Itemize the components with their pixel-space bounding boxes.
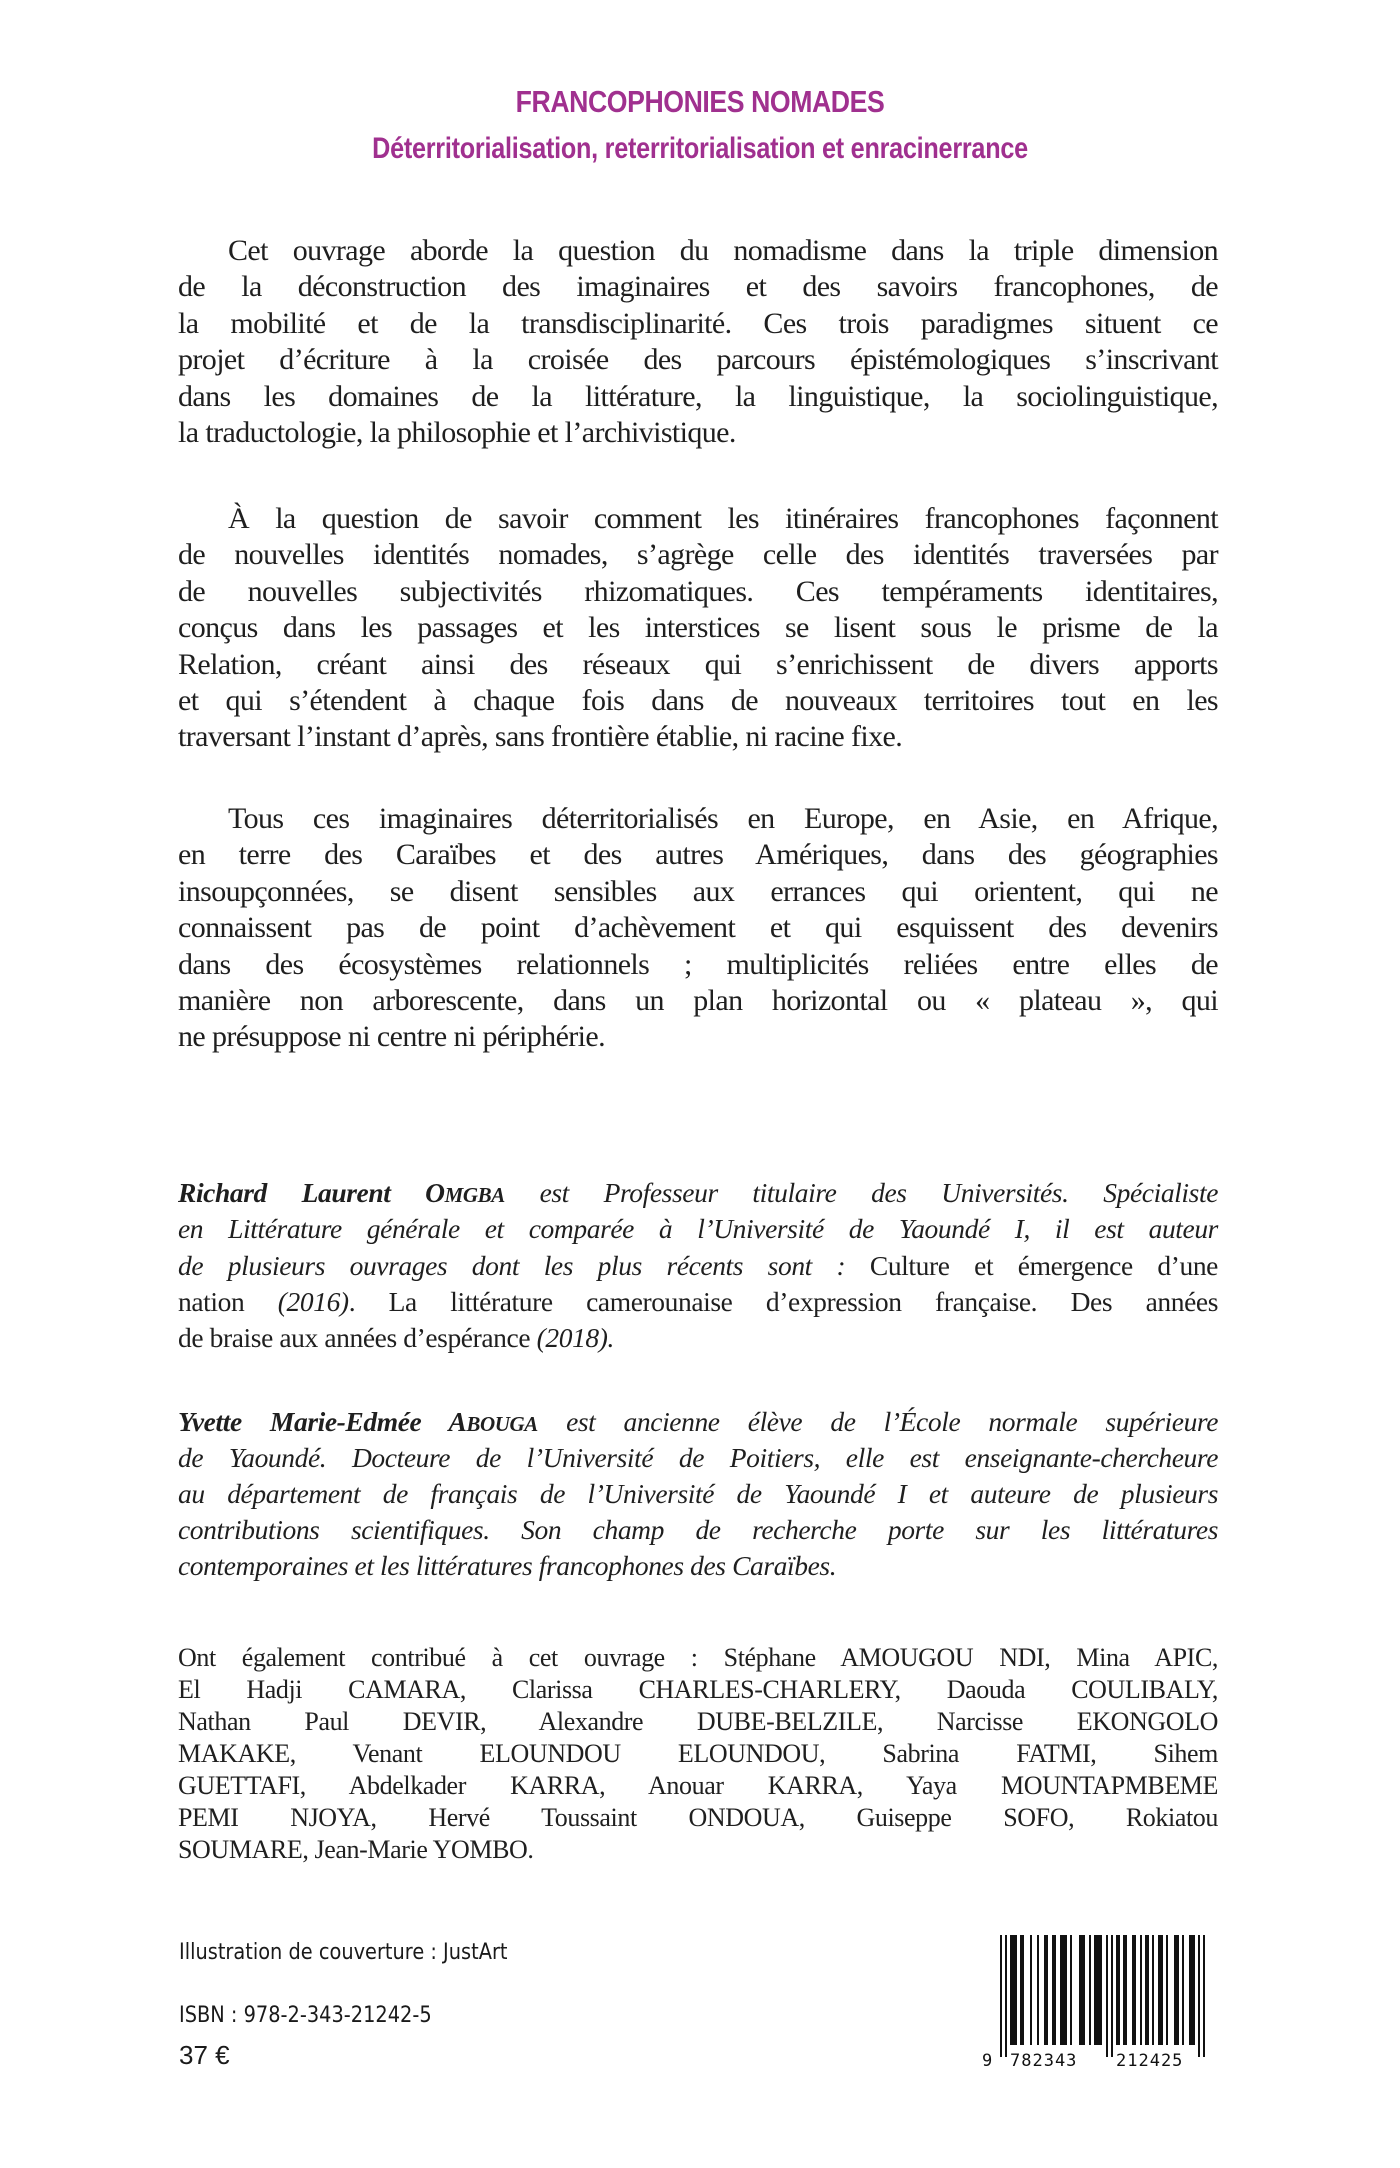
- text-line: en Littérature générale et comparée à l’Université de Yaoundé I, il est auteur: [178, 1213, 1218, 1244]
- text-line: ne présuppose ni centre ni périphérie.: [178, 1020, 606, 1053]
- book-title: FRANCOPHONIES NOMADES: [515, 84, 885, 119]
- barcode-digit-first: 9: [982, 2051, 993, 2070]
- book-work-title: Culture et émergence d’une: [869, 1250, 1218, 1281]
- barcode-digits-right: 212425: [1116, 2051, 1184, 2070]
- author-name: Richard Laurent OMGBA: [178, 1177, 505, 1208]
- text-line: dans les domaines de la littérature, la linguistique, la sociolinguistique,: [178, 380, 1218, 413]
- author-name: Yvette Marie-Edmée ABOUGA: [178, 1406, 538, 1437]
- text-line: Nathan Paul DEVIR, Alexandre DUBE-BELZILE, Narcisse EKONGOLO: [178, 1707, 1218, 1736]
- text-line: dans des écosystèmes relationnels ; multiplicités reliées entre elles de: [178, 948, 1218, 981]
- text-line: MAKAKE, Venant ELOUNDOU ELOUNDOU, Sabrina FATMI, Sihem: [178, 1739, 1218, 1768]
- text-line: El Hadji CAMARA, Clarissa CHARLES-CHARLERY, Daouda COULIBALY,: [178, 1675, 1218, 1704]
- text-line: de plusieurs ouvrages dont les plus récents sont : Culture et émergence d’une: [178, 1250, 1218, 1281]
- text-line: de braise aux années d’espérance (2018).: [178, 1322, 615, 1353]
- text-line: contributions scientifiques. Son champ de recherche porte sur les littératures: [178, 1514, 1218, 1545]
- text-line: la mobilité et de la transdisciplinarité. Ces trois paradigmes situent ce: [178, 307, 1218, 340]
- text-line: SOUMARE, Jean-Marie YOMBO.: [178, 1835, 534, 1864]
- book-subtitle: Déterritorialisation, reterritorialisation et enracinerrance: [372, 132, 1028, 165]
- text-line: nation (2016). La littérature camerounaise d’expression française. Des années: [178, 1286, 1218, 1317]
- text-line: et qui s’étendent à chaque fois dans de nouveaux territoires tout en les: [178, 684, 1218, 717]
- text-line: Cet ouvrage aborde la question du nomadisme dans la triple dimension: [228, 234, 1218, 267]
- barcode-digits-left: 782343: [1010, 2051, 1078, 2070]
- isbn: ISBN : 978-2-343-21242-5: [179, 2003, 432, 2028]
- text-line: Richard Laurent OMGBA est Professeur titulaire des Universités. Spécialiste: [178, 1177, 1218, 1208]
- book-work-title: . La littérature camerounaise d’expression française. Des années: [348, 1286, 1218, 1317]
- text-line: conçus dans les passages et les interstices se lisent sous le prisme de la: [178, 611, 1218, 644]
- text-line: projet d’écriture à la croisée des parcours épistémologiques s’inscrivant: [178, 343, 1218, 376]
- text-line: de nouvelles subjectivités rhizomatiques. Ces tempéraments identitaires,: [178, 575, 1218, 608]
- text-line: de Yaoundé. Docteure de l’Université de Poitiers, elle est enseignante-chercheure: [178, 1442, 1218, 1473]
- text-line: Ont également contribué à cet ouvrage : Stéphane AMOUGOU NDI, Mina APIC,: [178, 1643, 1218, 1672]
- barcode: [982, 1935, 1220, 2070]
- text-line: contemporaines et les littératures francophones des Caraïbes.: [178, 1550, 837, 1581]
- text-line: Tous ces imaginaires déterritorialisés en Europe, en Asie, en Afrique,: [228, 802, 1218, 835]
- text-line: insoupçonnées, se disent sensibles aux errances qui orientent, qui ne: [178, 875, 1218, 908]
- text-line: Yvette Marie-Edmée ABOUGA est ancienne élève de l’École normale supérieure: [178, 1406, 1219, 1437]
- text-line: au département de français de l’Université de Yaoundé I et auteure de plusieurs: [178, 1478, 1218, 1509]
- text-line: manière non arborescente, dans un plan horizontal ou « plateau », qui: [178, 984, 1218, 1017]
- text-line: connaissent pas de point d’achèvement et qui esquissent des devenirs: [178, 911, 1218, 944]
- cover-illustration-credit: Illustration de couverture : JustArt: [179, 1940, 508, 1965]
- price: 37 €: [179, 2040, 230, 2070]
- text-line: de la déconstruction des imaginaires et des savoirs francophones, de: [178, 270, 1218, 303]
- text-line: Relation, créant ainsi des réseaux qui s’enrichissent de divers apports: [178, 648, 1218, 681]
- text-line: traversant l’instant d’après, sans frontière établie, ni racine fixe.: [178, 720, 903, 753]
- text-line: en terre des Caraïbes et des autres Amériques, dans des géographies: [178, 838, 1218, 871]
- text-line: PEMI NJOYA, Hervé Toussaint ONDOUA, Guiseppe SOFO, Rokiatou: [178, 1803, 1218, 1832]
- text-line: de nouvelles identités nomades, s’agrège celle des identités traversées par: [178, 538, 1218, 571]
- text-line: À la question de savoir comment les itinéraires francophones façonnent: [228, 502, 1218, 535]
- text-line: GUETTAFI, Abdelkader KARRA, Anouar KARRA, Yaya MOUNTAPMBEME: [178, 1771, 1218, 1800]
- text-line: la traductologie, la philosophie et l’archivistique.: [178, 416, 736, 449]
